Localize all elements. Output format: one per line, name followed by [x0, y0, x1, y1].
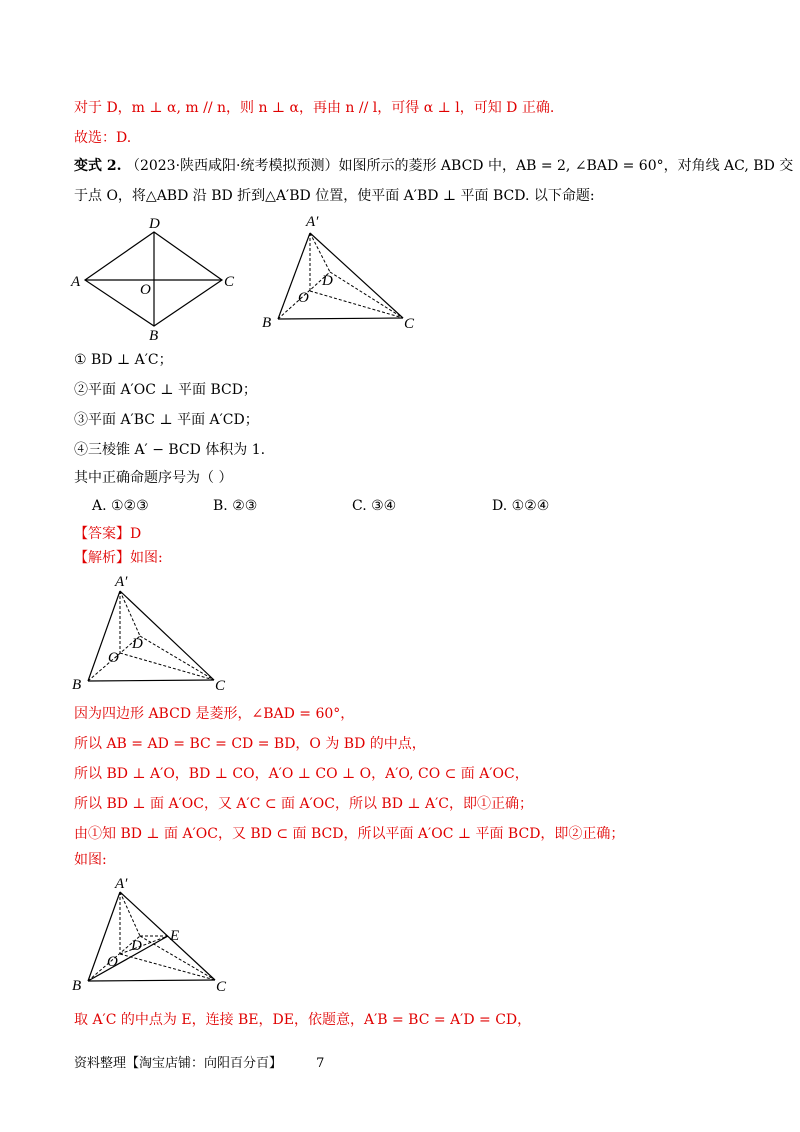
problem-header	[74, 156, 793, 176]
proposition-3: ③平面 A′BC ⊥ 平面 A′CD；	[74, 412, 259, 428]
label-c: C	[216, 979, 227, 995]
figure-pyramid	[260, 212, 430, 332]
option-d: D. ①②④	[492, 498, 550, 514]
label-c: C	[215, 678, 226, 694]
solution-step-5: 由①知 BD ⊥ 面 A′OC，又 BD ⊂ 面 BCD，所以平面 A′OC ⊥ 平面 BCD，即②正确；	[74, 826, 625, 842]
label-a: A	[71, 274, 81, 290]
proposition-1: ① BD ⊥ A′C；	[74, 352, 173, 368]
label-b: B	[149, 328, 159, 344]
analysis-label	[74, 548, 163, 568]
question-text: 其中正确命题序号为（ ）	[74, 470, 233, 486]
solution-step-7: 取 A′C 的中点为 E，连接 BE，DE，依题意，A′B = BC = A′D = CD，	[74, 1012, 532, 1028]
label-d: D	[322, 273, 333, 289]
solution-step-4: 所以 BD ⊥ 面 A′OC，又 A′C ⊂ 面 A′OC，所以 BD ⊥ A′C，即①正确；	[74, 796, 533, 812]
label-a-prime: A′	[115, 574, 128, 590]
label-d: D	[149, 216, 160, 232]
line-choose-d: 故选：D.	[74, 130, 132, 146]
label-c: C	[224, 274, 235, 290]
label-d: D	[131, 938, 142, 954]
line-conclusion-d: 对于 D，m ⊥ α, m // n，则 n ⊥ α，再由 n // l，可得 α ⊥ l，可知 D 正确.	[74, 100, 555, 116]
answer-label: 【答案】D	[74, 526, 142, 542]
label-c: C	[404, 316, 415, 332]
problem-text-2: 于点 O，将△ABD 沿 BD 折到△A′BD 位置，使平面 A′BD ⊥ 平面 BCD. 以下命题:	[74, 188, 595, 204]
solution-step-1: 因为四边形 ABCD 是菱形，∠BAD = 60°，	[74, 706, 355, 722]
figure-analysis-2	[70, 874, 240, 998]
label-o: O	[107, 954, 118, 970]
label-a-prime: A′	[115, 876, 128, 892]
label-d: D	[132, 636, 143, 652]
problem-text-1: （2023·陕西咸阳·统考模拟预测）如图所示的菱形 ABCD 中，AB = 2, ∠BAD = 60°，对角线 AC, BD 交	[125, 158, 794, 174]
proposition-2: ②平面 A′OC ⊥ 平面 BCD；	[74, 382, 257, 398]
footer-text: 资料整理【淘宝店铺：向阳百分百】	[74, 1056, 283, 1071]
label-o: O	[298, 290, 309, 306]
option-a: A. ①②③	[92, 498, 149, 514]
solution-step-3: 所以 BD ⊥ A′O，BD ⊥ CO，A′O ⊥ CO ⊥ O，A′O, CO ⊂ 面 A′OC，	[74, 766, 529, 782]
problem-label: 变式 2.	[74, 158, 122, 174]
solution-step-2: 所以 AB = AD = BC = CD = BD，O 为 BD 的中点，	[74, 736, 426, 752]
label-b: B	[262, 315, 272, 331]
footer	[74, 1052, 324, 1071]
label-a-prime: A′	[306, 214, 319, 230]
proposition-4: ④三棱锥 A′ − BCD 体积为 1.	[74, 442, 266, 458]
label-e: E	[170, 928, 180, 944]
figure-rhombus	[70, 214, 240, 344]
label-b: B	[72, 978, 82, 994]
label-o: O	[108, 650, 119, 666]
page-number: 7	[316, 1056, 325, 1071]
figure-analysis-1	[70, 574, 240, 694]
option-c: C. ③④	[352, 498, 397, 514]
label-b: B	[72, 677, 82, 693]
label-o: O	[140, 282, 151, 298]
option-b: B. ②③	[213, 498, 258, 514]
analysis-text: 【解析】如图:	[74, 550, 163, 566]
solution-step-6: 如图:	[74, 852, 107, 868]
